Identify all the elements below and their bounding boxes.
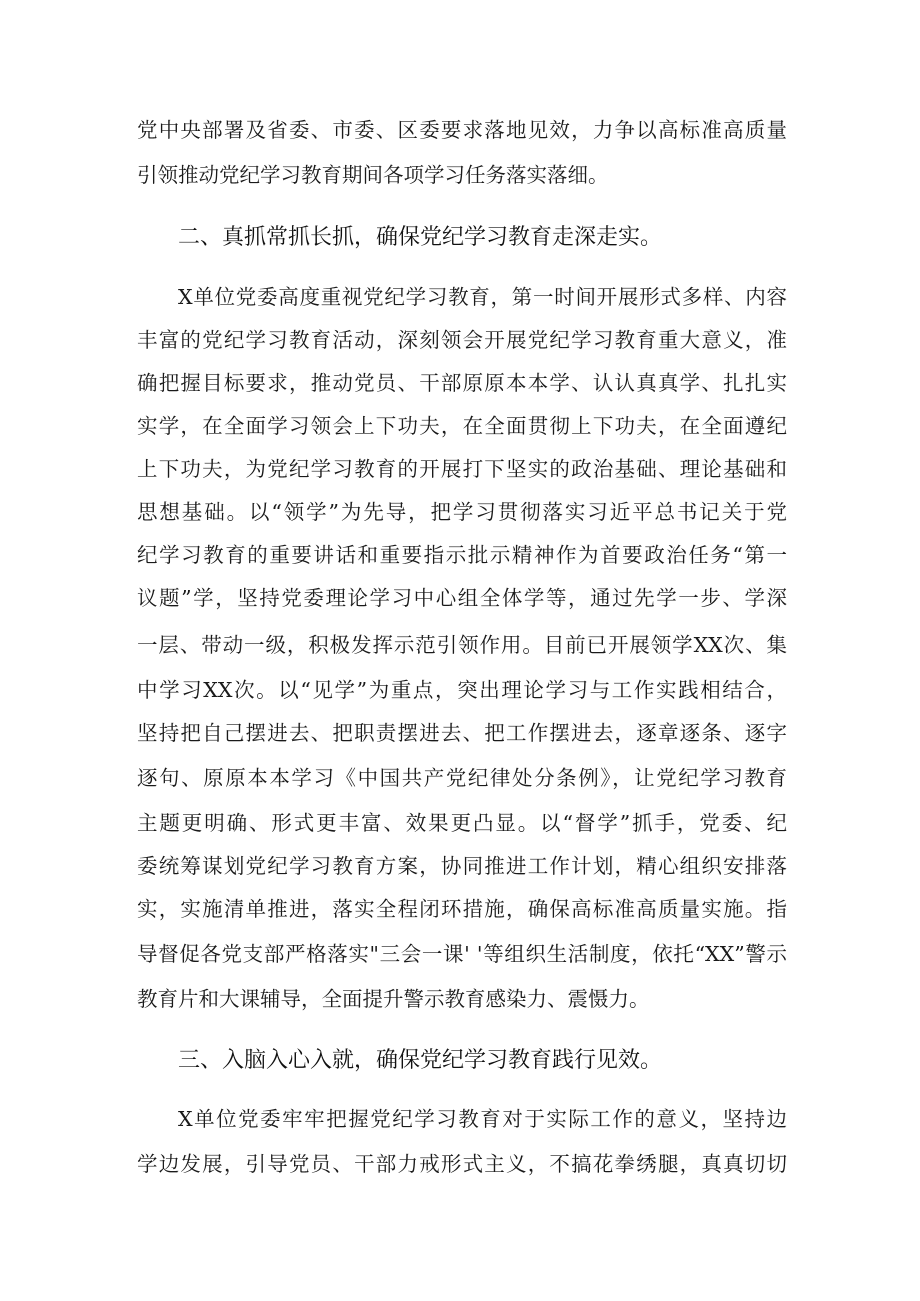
- section2-line-3: 确把握目标要求，推动党员、干部原原本本学、认认真真学、扎扎实: [137, 371, 787, 395]
- intro-line-1: 党中央部署及省委、市委、区委要求落地见效，力争以高标准高质量: [137, 118, 787, 142]
- section2-line-2: 丰富的党纪学习教育活动，深刻领会开展党纪学习教育重大意义，准: [137, 328, 787, 352]
- intro-line-2: 引领推动党纪学习教育期间各项学习任务落实落细。: [137, 163, 609, 187]
- section2-line-16: 导督促各党支部严格落实"三会一课' '等组织生活制度，依托“XX”警示: [137, 942, 787, 966]
- section2-line-11: 坚持把自己摆进去、把职责摆进去、把工作摆进去，逐章逐条、逐字: [137, 721, 787, 745]
- section2-line-17: 教育片和大课辅导，全面提升警示教育感染力、震慑力。: [137, 987, 650, 1011]
- section2-line-15: 实，实施清单推进，落实全程闭环措施，确保高标准高质量实施。指: [137, 897, 787, 921]
- section2-line-7: 纪学习教育的重要讲话和重要指示批示精神作为首要政治任务“第一: [137, 543, 787, 567]
- section2-heading: 二、真抓常抓长抓，确保党纪学习教育走深走实。: [178, 225, 663, 250]
- section2-line-14: 委统筹谋划党纪学习教育方案，协同推进工作计划，精心组织安排落: [137, 854, 787, 878]
- section3-heading: 三、入脑入心入就，确保党纪学习教育践行见效。: [178, 1048, 663, 1073]
- section3-line-2: 学边发展，引导党员、干部力戒形式主义，不搞花拳绣腿，真真切切: [137, 1152, 787, 1176]
- section2-line-12: 逐句、原原本本学习《中国共产党纪律处分条例》，让党纪学习教育: [137, 766, 787, 790]
- section2-line-13: 主题更明确、形式更丰富、效果更凸显。以“督学”抓手，党委、纪: [137, 811, 787, 835]
- section2-line-10: 中学习XX次。以“见学”为重点，突出理论学习与工作实践相结合，: [137, 678, 787, 702]
- section2-line-9: 一层、带动一级，积极发挥示范引领作用。目前已开展领学XX次、集: [137, 633, 787, 657]
- section2-line-1: X单位党委高度重视党纪学习教育，第一时间开展形式多样、内容: [178, 285, 787, 309]
- section2-line-4: 实学，在全面学习领会上下功夫，在全面贯彻上下功夫，在全面遵纪: [137, 414, 787, 438]
- section2-line-8: 议题”学，坚持党委理论学习中心组全体学等，通过先学一步、学深: [137, 586, 787, 610]
- section2-line-6: 思想基础。以“领学”为先导，把学习贯彻落实习近平总书记关于党: [137, 500, 787, 524]
- section3-line-1: X单位党委牢牢把握党纪学习教育对于实际工作的意义，坚持边: [178, 1107, 787, 1131]
- section2-line-5: 上下功夫，为党纪学习教育的开展打下坚实的政治基础、理论基础和: [137, 457, 787, 481]
